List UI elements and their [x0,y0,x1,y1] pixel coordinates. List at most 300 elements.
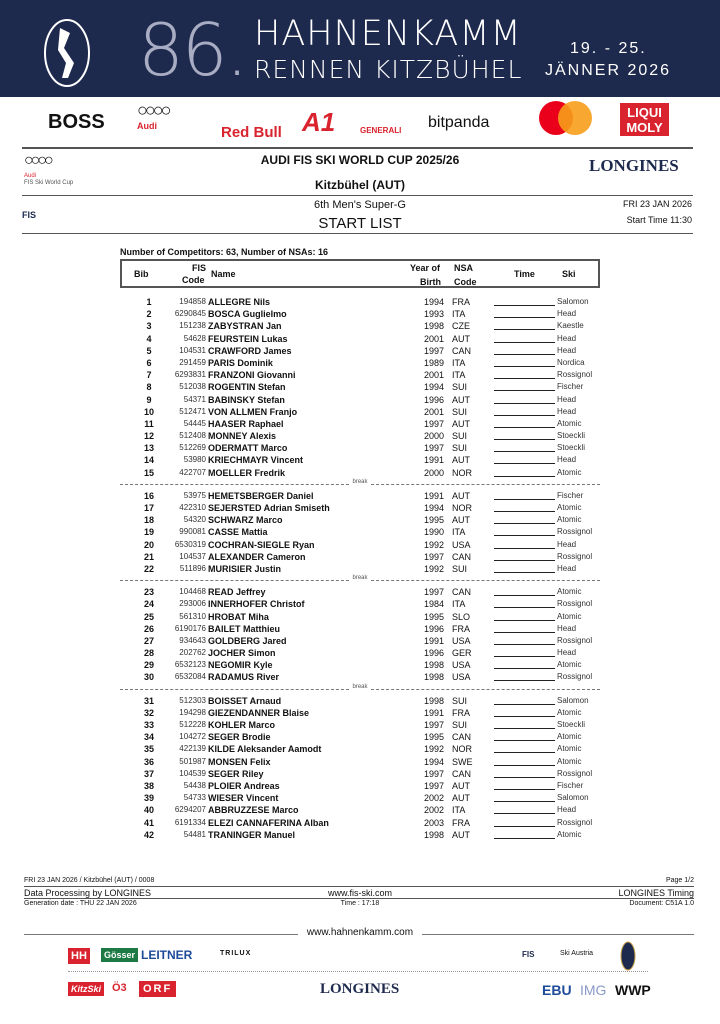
year-of-birth: 1996 [423,623,444,634]
table-row [120,769,600,781]
year-of-birth: 1991 [423,707,444,718]
break-separator [120,685,600,696]
ski-brand: Atomic [557,467,582,477]
logo-ski-austria: Ski Austria [560,950,594,957]
fis-code: 104531 [179,345,206,355]
kitzbuehel-crest-icon [620,940,636,972]
year-of-birth: 1984 [423,599,444,610]
bib-number: 3 [146,321,152,332]
year-of-birth: 2000 [423,467,444,478]
year-of-birth: 1997 [423,443,444,454]
table-row [120,382,600,394]
table-row [120,599,600,611]
bib-number: 12 [143,431,154,442]
divider [24,898,694,899]
time-field-line [494,334,555,343]
year-of-birth: 1992 [423,744,444,755]
ski-brand: Head [557,455,577,465]
ski-brand: Atomic [557,732,582,742]
athlete-name: SEJERSTED Adrian Smiseth [208,503,330,513]
nsa-code: CAN [452,768,472,779]
table-row [120,636,600,648]
sponsor-redbull: Red Bull [221,124,282,141]
bib-number: 14 [143,455,154,466]
nsa-code: AUT [452,394,470,405]
table-row [120,781,600,793]
athlete-name: BAILET Matthieu [208,623,280,634]
time-field-line [494,781,555,790]
bib-number: 19 [143,527,154,538]
ski-brand: Head [557,563,577,573]
event-month: JÄNNER 2026 [545,62,672,79]
fis-code: 194298 [179,707,206,717]
bib-number: 36 [143,756,154,767]
nsa-code: SUI [452,382,468,393]
sponsor-label: Audi [137,121,157,131]
bib-number: 30 [143,672,154,683]
bib-number: 32 [143,707,154,718]
sponsor-generali: GENERALI [360,126,402,135]
ski-brand: Fischer [557,490,584,500]
ski-brand: Rossignol [557,527,593,537]
ski-brand: Atomic [557,660,582,670]
nsa-code: USA [452,539,471,550]
ski-brand: Head [557,309,577,319]
year-of-birth: 1997 [423,418,444,429]
fis-code: 511896 [179,563,206,573]
footer-ref: FRI 23 JAN 2026 / Kitzbühel (AUT) / 0008 [24,877,155,884]
year-of-birth: 2002 [423,793,444,804]
athlete-name: RADAMUS River [208,672,280,683]
nsa-code: FRA [452,707,470,718]
fis-code: 54445 [183,418,206,428]
fis-code: 512471 [179,406,206,416]
nsa-code: AUT [452,793,470,804]
bib-number: 22 [143,563,154,574]
bib-number: 35 [143,744,154,755]
fis-code: 291459 [179,357,206,367]
ski-brand: Atomic [557,829,582,839]
bib-number: 11 [144,418,154,429]
fis-code: 54628 [183,333,206,343]
time-field-line [494,587,555,596]
table-row [120,587,600,599]
athlete-name: ALEXANDER Cameron [208,551,306,562]
bib-number: 23 [143,587,154,598]
divider [22,233,693,234]
year-of-birth: 1997 [423,345,444,356]
race-name: 6th Men's Super-G [314,199,406,211]
ski-brand: Rossignol [557,370,593,380]
fis-code: 53980 [183,455,206,465]
time-field-line [494,672,555,681]
nsa-code: GER [452,648,472,659]
nsa-code: FRA [452,817,470,828]
year-of-birth: 2000 [423,431,444,442]
time-field-line [494,382,555,391]
col-name: Name [211,269,236,279]
nsa-code: USA [452,660,471,671]
time-field-line [494,540,555,549]
year-of-birth: 2002 [423,805,444,816]
ski-brand: Fischer [557,780,584,790]
nsa-code: CAN [452,732,472,743]
table-row [120,805,600,817]
year-of-birth: 1997 [423,587,444,598]
year-of-birth: 1996 [423,648,444,659]
nsa-code: ITA [452,599,466,610]
bib-number: 26 [143,623,154,634]
year-of-birth: 1992 [423,563,444,574]
athlete-name: COCHRAN-SIEGLE Ryan [208,539,315,550]
time-field-line [494,358,555,367]
time-field-line [494,431,555,440]
year-of-birth: 2001 [423,406,444,417]
time-field-line [494,757,555,766]
time-field-line [494,297,555,306]
logo-fis: FIS [522,950,535,959]
fis-code: 151238 [179,321,206,331]
nsa-code: AUT [452,455,470,466]
time-field-line [494,527,555,536]
athlete-name: SEGER Brodie [208,732,271,743]
document-title: START LIST [318,215,402,232]
fis-code: 54371 [183,394,206,404]
athlete-name: HAASER Raphael [208,418,284,429]
nsa-code: AUT [452,418,470,429]
bib-number: 21 [143,551,154,562]
fis-code: 104468 [179,587,206,597]
fis-code: 194858 [179,297,206,306]
table-row [120,431,600,443]
bib-number: 1 [146,297,152,307]
ski-brand: Salomon [557,695,589,705]
bib-number: 42 [143,829,154,840]
table-row [120,309,600,321]
time-field-line [494,732,555,741]
table-row [120,720,600,732]
fis-code: 422707 [179,467,206,477]
table-row [120,527,600,539]
athlete-name: CASSE Mattia [208,527,268,538]
table-row [120,648,600,660]
ski-brand: Atomic [557,503,582,512]
ski-brand: Stoeckli [557,431,586,441]
athlete-name: HROBAT Miha [208,611,269,622]
col-bib: Bib [134,269,149,279]
athlete-name: BOSCA Guglielmo [208,309,287,320]
athlete-name: INNERHOFER Christof [208,599,305,610]
table-row [120,370,600,382]
fis-code: 501987 [179,756,206,766]
nsa-code: USA [452,635,471,646]
time-field-line [494,769,555,778]
bib-number: 34 [143,732,154,743]
athlete-name: FEURSTEIN Lukas [208,333,288,344]
athlete-name: ABBRUZZESE Marco [208,805,299,816]
ski-brand: Head [557,406,577,416]
year-of-birth: 1994 [423,297,444,307]
year-of-birth: 1998 [423,660,444,671]
year-of-birth: 1998 [423,321,444,332]
table-row [120,830,600,842]
bib-number: 28 [143,648,154,659]
nsa-code: AUT [452,490,470,501]
start-list-table [120,247,600,842]
time-field-line [494,321,555,330]
nsa-code: FRA [452,297,470,307]
nsa-code: FRA [452,623,470,634]
table-body [120,297,600,842]
bib-number: 2 [146,309,152,320]
time-field-line [494,805,555,814]
logo-orf: ORF [139,981,176,997]
bib-number: 40 [143,805,154,816]
year-of-birth: 2001 [423,333,444,344]
bib-number: 20 [143,539,154,550]
nsa-code: ITA [452,309,466,320]
table-row [120,419,600,431]
year-of-birth: 1995 [423,732,444,743]
fis-website-link[interactable]: www.fis-ski.com [327,888,392,898]
time-field-line [494,455,555,464]
time-field-line [494,818,555,827]
nsa-code: NOR [452,744,472,755]
bib-number: 16 [143,490,154,501]
athlete-name: CRAWFORD James [208,345,292,356]
nsa-code: SUI [452,431,468,442]
fis-code: 422310 [179,503,206,512]
nsa-code: SUI [452,563,468,574]
col-nsa: NSA [454,263,474,273]
table-row [120,696,600,708]
year-of-birth: 1997 [423,768,444,779]
time-field-line [494,515,555,524]
year-of-birth: 1995 [423,611,444,622]
ski-brand: Rossignol [557,768,593,778]
table-row [120,515,600,527]
break-separator [120,480,600,491]
audi-label: Audi [24,173,37,179]
year-of-birth: 1989 [423,357,444,368]
time-field-line [494,793,555,802]
ski-brand: Atomic [557,756,582,766]
athlete-name: ODERMATT Marco [208,443,288,454]
col-fis: FIS [192,263,207,273]
ski-brand: Atomic [557,707,582,717]
longines-logo: LONGINES [589,156,679,175]
divider [68,971,648,972]
nsa-code: SUI [452,695,468,706]
athlete-name: ALLEGRE Nils [208,297,271,307]
logo-leitner: LEITNER [141,948,193,962]
competitor-summary: Number of Competitors: 63, Number of NSAs: 16 [120,247,329,257]
athlete-name: KILDE Aleksander Aamodt [208,744,322,755]
table-row [120,540,600,552]
time-field-line [494,830,555,839]
logo-trilux: TRILUX [220,950,252,957]
break-separator [120,576,600,587]
fis-code: 54481 [183,829,206,839]
fis-code: 54733 [183,793,206,803]
ski-brand: Head [557,805,577,815]
bib-number: 31 [143,695,154,706]
nsa-code: SLO [452,611,471,622]
ski-brand: Stoeckli [557,720,586,729]
ski-brand: Head [557,623,577,633]
bib-number: 4 [146,333,152,344]
year-of-birth: 1994 [423,756,444,767]
fis-code: 561310 [179,611,206,621]
nsa-code: ITA [452,370,466,381]
year-of-birth: 2001 [423,370,444,381]
athlete-name: BOISSET Arnaud [208,695,282,706]
ski-brand: Salomon [557,297,589,306]
athlete-name: FRANZONI Giovanni [208,370,296,381]
year-of-birth: 1998 [423,829,444,840]
athlete-name: ELEZI CANNAFERINA Alban [208,817,329,828]
table-row [120,818,600,830]
bib-number: 5 [146,345,152,356]
fis-code: 512038 [179,382,206,392]
divider [24,886,694,887]
table-row [120,552,600,564]
break-label: break [349,479,370,485]
break-label: break [349,684,370,690]
year-of-birth: 1990 [423,527,444,538]
data-processing: Data Processing by LONGINES [24,888,152,898]
fis-code: 54320 [183,515,206,525]
event-name: AUDI FIS SKI WORLD CUP 2025/26 [260,153,460,167]
time-field-line [494,503,555,512]
time-field-line [494,720,555,729]
year-of-birth: 1997 [423,551,444,562]
bib-number: 25 [143,611,154,622]
fis-code: 293006 [179,599,206,609]
year-of-birth: 1998 [423,672,444,683]
bib-number: 29 [143,660,154,671]
fis-code: 6191334 [174,817,206,827]
athlete-name: SEGER Riley [208,768,264,779]
time-field-line [494,564,555,573]
fis-code: 104539 [179,768,206,778]
table-row [120,455,600,467]
logo-oe3: Ö3 [112,982,127,994]
year-of-birth: 1991 [423,635,444,646]
table-row [120,757,600,769]
athlete-name: KOHLER Marco [208,720,276,730]
fis-code: 512228 [179,720,206,729]
bib-number: 38 [143,780,154,791]
table-row [120,732,600,744]
bib-number: 9 [146,394,152,405]
athlete-name: MONSEN Felix [208,756,271,767]
divider [22,147,693,149]
ski-brand: Fischer [557,382,584,392]
bib-number: 8 [146,382,152,393]
athlete-name: READ Jeffrey [208,587,266,598]
time-field-line [494,309,555,318]
col-ski: Ski [562,269,576,279]
nsa-code: CAN [452,551,472,562]
bib-number: 7 [146,370,152,381]
bib-number: 37 [143,768,154,779]
fis-code: 53975 [183,490,206,500]
time-field-line [494,648,555,657]
table-row [120,624,600,636]
audi-sub: FIS Ski World Cup [24,180,74,186]
time-field-line [494,552,555,561]
athlete-name: GIEZENDANNER Blaise [208,707,310,718]
venue: Kitzbühel (AUT) [315,178,405,192]
sponsor-bitpanda: bitpanda [428,113,490,131]
time-field-line [494,624,555,633]
time-field-line [494,612,555,621]
fis-code: 202762 [179,648,206,658]
ski-brand: Head [557,648,577,658]
time-field-line [494,660,555,669]
ski-brand: Rossignol [557,672,593,682]
ski-brand: Atomic [557,611,582,621]
mastercard-logo-icon [538,100,593,136]
time-field-line [494,395,555,404]
sponsor-liquimoly: LIQUI MOLY [620,103,669,136]
athlete-name: HEMETSBERGER Daniel [208,490,314,501]
table-row [120,321,600,333]
ski-brand: Atomic [557,418,582,428]
page-number: Page 1/2 [665,877,694,884]
logo-kitzski: KitzSki [68,982,104,996]
nsa-code: ITA [452,357,466,368]
table-row [120,358,600,370]
ski-brand: Head [557,333,577,343]
nsa-code: NOR [452,467,472,478]
athlete-name: MONNEY Alexis [208,431,277,442]
ski-brand: Rossignol [557,635,593,645]
table-row [120,334,600,346]
athlete-name: GOLDBERG Jared [208,635,287,646]
fis-code: 6294207 [174,805,206,815]
nsa-code: ITA [452,527,466,538]
logo-img: IMG [580,982,607,998]
fis-code: 6530319 [174,539,206,549]
sponsor-boss: BOSS [48,111,105,133]
hahnenkamm-link[interactable]: www.hahnenkamm.com [298,927,422,938]
table-row [120,346,600,358]
time-field-line [494,708,555,717]
time-field-line [494,468,555,477]
time-field-line [494,491,555,500]
bib-number: 33 [143,720,154,730]
sponsor-a1: A1 [302,107,336,137]
col-year: Year of [410,263,441,273]
athlete-name: MOELLER Fredrik [208,467,286,478]
nsa-code: ITA [452,805,466,816]
break-label: break [349,575,370,581]
bib-number: 39 [143,793,154,804]
year-of-birth: 1998 [423,695,444,706]
event-banner [0,0,720,97]
athlete-name: BABINSKY Stefan [208,394,285,405]
fis-code: 512408 [179,431,206,441]
ski-brand: Head [557,345,577,355]
event-title: HAHNENKAMM [254,14,522,54]
athlete-name: VON ALLMEN Franjo [208,406,298,417]
time-field-line [494,419,555,428]
year-of-birth: 1991 [423,455,444,466]
time-field-line [494,744,555,753]
col-birth: Birth [420,277,441,287]
